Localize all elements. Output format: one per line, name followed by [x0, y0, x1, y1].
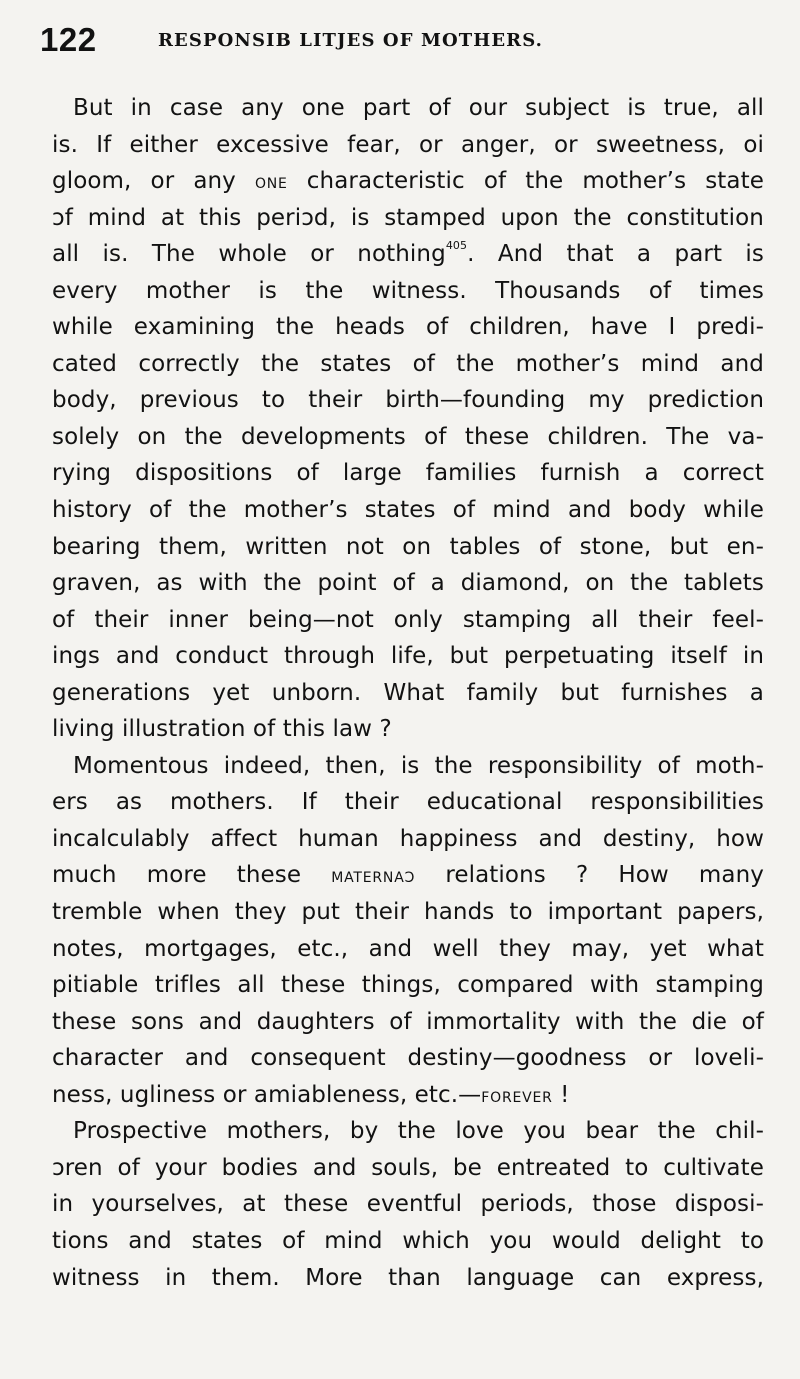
text-line: [52, 529, 764, 566]
line-text: ers as mothers. If their educational responsibilities: [52, 789, 764, 816]
line-text: ↄf mind at this periↄd, is stamped upon the constitution: [52, 204, 764, 231]
line-text: these sons and daughters of immortality with the die of: [52, 1008, 764, 1035]
small-caps-word: one: [254, 169, 288, 194]
line-text: incalculably affect human happiness and destiny, how: [52, 825, 764, 852]
line-text-pre: gloom, or any: [52, 168, 255, 195]
text-line: [52, 1040, 764, 1077]
line-text-post: !: [552, 1081, 570, 1108]
text-line: [52, 127, 764, 164]
line-text-post: characteristic of the mother’s state: [287, 168, 764, 195]
text-line: [52, 675, 764, 712]
text-line: [52, 565, 764, 602]
line-text: witness in them. More than language can express,: [52, 1264, 764, 1291]
small-caps-word: maternaↄ: [331, 863, 416, 888]
text-line: [52, 784, 764, 821]
text-line: [52, 1113, 764, 1150]
text-line: [52, 638, 764, 675]
text-line: [52, 200, 764, 237]
text-line: [52, 492, 764, 529]
line-text-pre: ness, ugliness or amiableness, etc.—: [52, 1081, 482, 1108]
text-line: [52, 748, 764, 785]
line-text: body, previous to their birth—founding my prediction: [52, 387, 764, 414]
text-line: [52, 346, 764, 383]
line-text: in yourselves, at these eventful periods, those disposi-: [52, 1191, 764, 1218]
text-line: [52, 309, 764, 346]
small-caps-word: forever: [481, 1082, 553, 1107]
text-line: [52, 931, 764, 968]
text-line: [52, 857, 764, 894]
line-text: graven, as with the point of a diamond, on the tablets: [52, 570, 764, 597]
body-text: [52, 90, 764, 1296]
text-line: [52, 163, 764, 200]
line-text-post: . And that a part is: [467, 241, 765, 268]
text-line: [52, 419, 764, 456]
line-text: cated correctly the states of the mother’s mind and: [52, 350, 764, 377]
line-text: bearing them, written not on tables of stone, but en-: [52, 533, 764, 560]
line-text: ings and conduct through life, but perpetuating itself in: [52, 643, 764, 670]
text-line: [52, 1150, 764, 1187]
line-text: while examining the heads of children, have I predi-: [52, 314, 764, 341]
line-text: tions and states of mind which you would delight to: [52, 1227, 764, 1254]
text-line: [52, 821, 764, 858]
text-line: [52, 455, 764, 492]
text-line: [52, 1223, 764, 1260]
line-text: of their inner being—not only stamping all their feel-: [52, 606, 764, 633]
running-head: RESPONSIB LITJES OF MOTHERS.: [158, 30, 544, 51]
text-line: [52, 90, 764, 127]
line-text: notes, mortgages, etc., and well they may, yet what: [52, 935, 764, 962]
footnote-marker: 405: [445, 239, 468, 253]
line-text: But in case any one part of our subject is true, all: [73, 95, 764, 121]
page-header: [40, 18, 760, 68]
line-text: solely on the developments of these children. The va-: [52, 423, 764, 450]
text-line: [52, 382, 764, 419]
line-text-pre: all is. The whole or nothing: [52, 241, 446, 268]
text-line: [52, 711, 764, 748]
text-line: [52, 273, 764, 310]
line-text: every mother is the witness. Thousands of times: [52, 277, 764, 304]
line-text: Prospective mothers, by the love you bear the chil-: [73, 1118, 764, 1145]
line-text: is. If either excessive fear, or anger, or sweetness, oi: [52, 131, 764, 158]
line-text: history of the mother’s states of mind and body while: [52, 497, 764, 524]
page-number: 122: [40, 21, 97, 58]
text-line: [52, 1260, 764, 1297]
line-text: pitiable trifles all these things, compared with stamping: [52, 972, 764, 999]
line-text-post: relations ? How many: [415, 862, 764, 889]
line-text: rying dispositions of large families furnish a correct: [52, 460, 764, 487]
line-text: Momentous indeed, then, is the responsibility of moth-: [73, 752, 764, 779]
line-text: ↄren of your bodies and souls, be entreated to cultivate: [52, 1154, 764, 1181]
text-line: [52, 967, 764, 1004]
line-text: character and consequent destiny—goodness or loveli-: [52, 1045, 764, 1072]
text-line: [52, 1077, 764, 1114]
text-line: [52, 602, 764, 639]
line-text: generations yet unborn. What family but furnishes a: [52, 679, 764, 706]
line-text: tremble when they put their hands to important papers,: [52, 899, 764, 926]
text-line: [52, 1004, 764, 1041]
text-line: [52, 894, 764, 931]
text-line: [52, 236, 764, 273]
line-text-pre: much more these: [52, 862, 332, 889]
text-line: [52, 1186, 764, 1223]
line-text: living illustration of this law ?: [52, 716, 392, 743]
